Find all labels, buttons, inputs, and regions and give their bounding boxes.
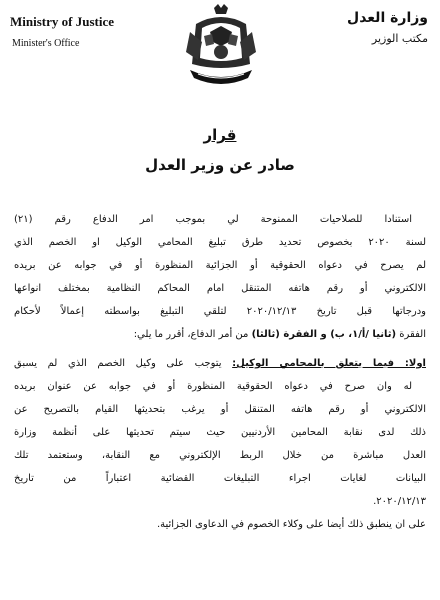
preamble-clause: (ثانيا /أ/١، ب) و الفقرة (ثالثا) bbox=[251, 329, 397, 340]
preamble-suffix: من أمر الدفاع، أقرر ما يلي: bbox=[133, 329, 249, 340]
decision-body bbox=[14, 208, 426, 536]
first-item-line: العدل مباشرة من خلال الربط الإلكتروني مع النقابة، وستعتمد تلك bbox=[14, 450, 426, 461]
ministry-name-en: Ministry of Justice bbox=[10, 14, 114, 29]
first-item-heading-line bbox=[14, 352, 426, 375]
preamble-line: لم يصرح في دعواه الحقوقية أو الجزائية المنظورة أو في جوابه عن بريده bbox=[14, 260, 426, 271]
decision-subtitle: صادر عن وزير العدل bbox=[145, 156, 295, 174]
first-item-line: ذلك لدى نقابة المحامين الأردنيين حيث سيتم تحديثها على أنظمة وزارة bbox=[14, 427, 426, 438]
preamble-line: ودرجاتها قبل تاريخ ٢٠٢٠/١٢/١٣ لتلقي التبليغ بواسطته إعمالاً لأحكام bbox=[14, 306, 426, 317]
preamble-line: الالكتروني أو رقم هاتفه المتنقل امام المحاكم النظامية بمختلف انواعها bbox=[14, 283, 426, 294]
decision-title: قرار bbox=[203, 126, 237, 144]
first-item-line: الالكتروني أو رقم هاتفه المتنقل أو يرغب بتحديثها القيام بالتصريح عن bbox=[14, 404, 426, 415]
header-english bbox=[10, 14, 130, 49]
first-item-line: ٢٠٢٠/١٢/١٣. bbox=[373, 496, 426, 507]
office-name-en: Minister's Office bbox=[12, 38, 80, 49]
office-name-ar: مكتب الوزير bbox=[371, 32, 428, 45]
ministry-name-ar: وزارة العدل bbox=[347, 10, 428, 26]
closing-line: على ان ينطبق ذلك أيضا على وكلاء الخصوم في الدعاوى الجزائية. bbox=[156, 519, 426, 530]
preamble-last-line bbox=[14, 323, 426, 346]
first-item-heading: اولا: فيما يتعلق بالمحامي الوكيل: bbox=[232, 358, 426, 369]
header-arabic bbox=[318, 10, 428, 45]
jordan-royal-emblem-icon bbox=[176, 2, 266, 94]
first-item-line: له وان صرح في دعواه الحقوقية المنظورة أو في جوابه عن عنوان بريده bbox=[14, 381, 412, 392]
first-item-line: البيانات لغايات اجراء التبليغات القضائية اعتباراً من تاريخ bbox=[14, 473, 426, 484]
preamble-line: استنادا للصلاحيات الممنوحة لي بموجب امر الدفاع رقم (٢١) bbox=[14, 214, 412, 225]
first-item-heading-rest: يتوجب على وكيل الخصم الذي لم يسبق bbox=[14, 358, 222, 369]
preamble-line: لسنة ٢٠٢٠ بخصوص تحديد طرق تبليغ المحامي الوكيل او الخصم الذي bbox=[14, 237, 426, 248]
preamble-prefix: الفقرة bbox=[399, 329, 426, 340]
